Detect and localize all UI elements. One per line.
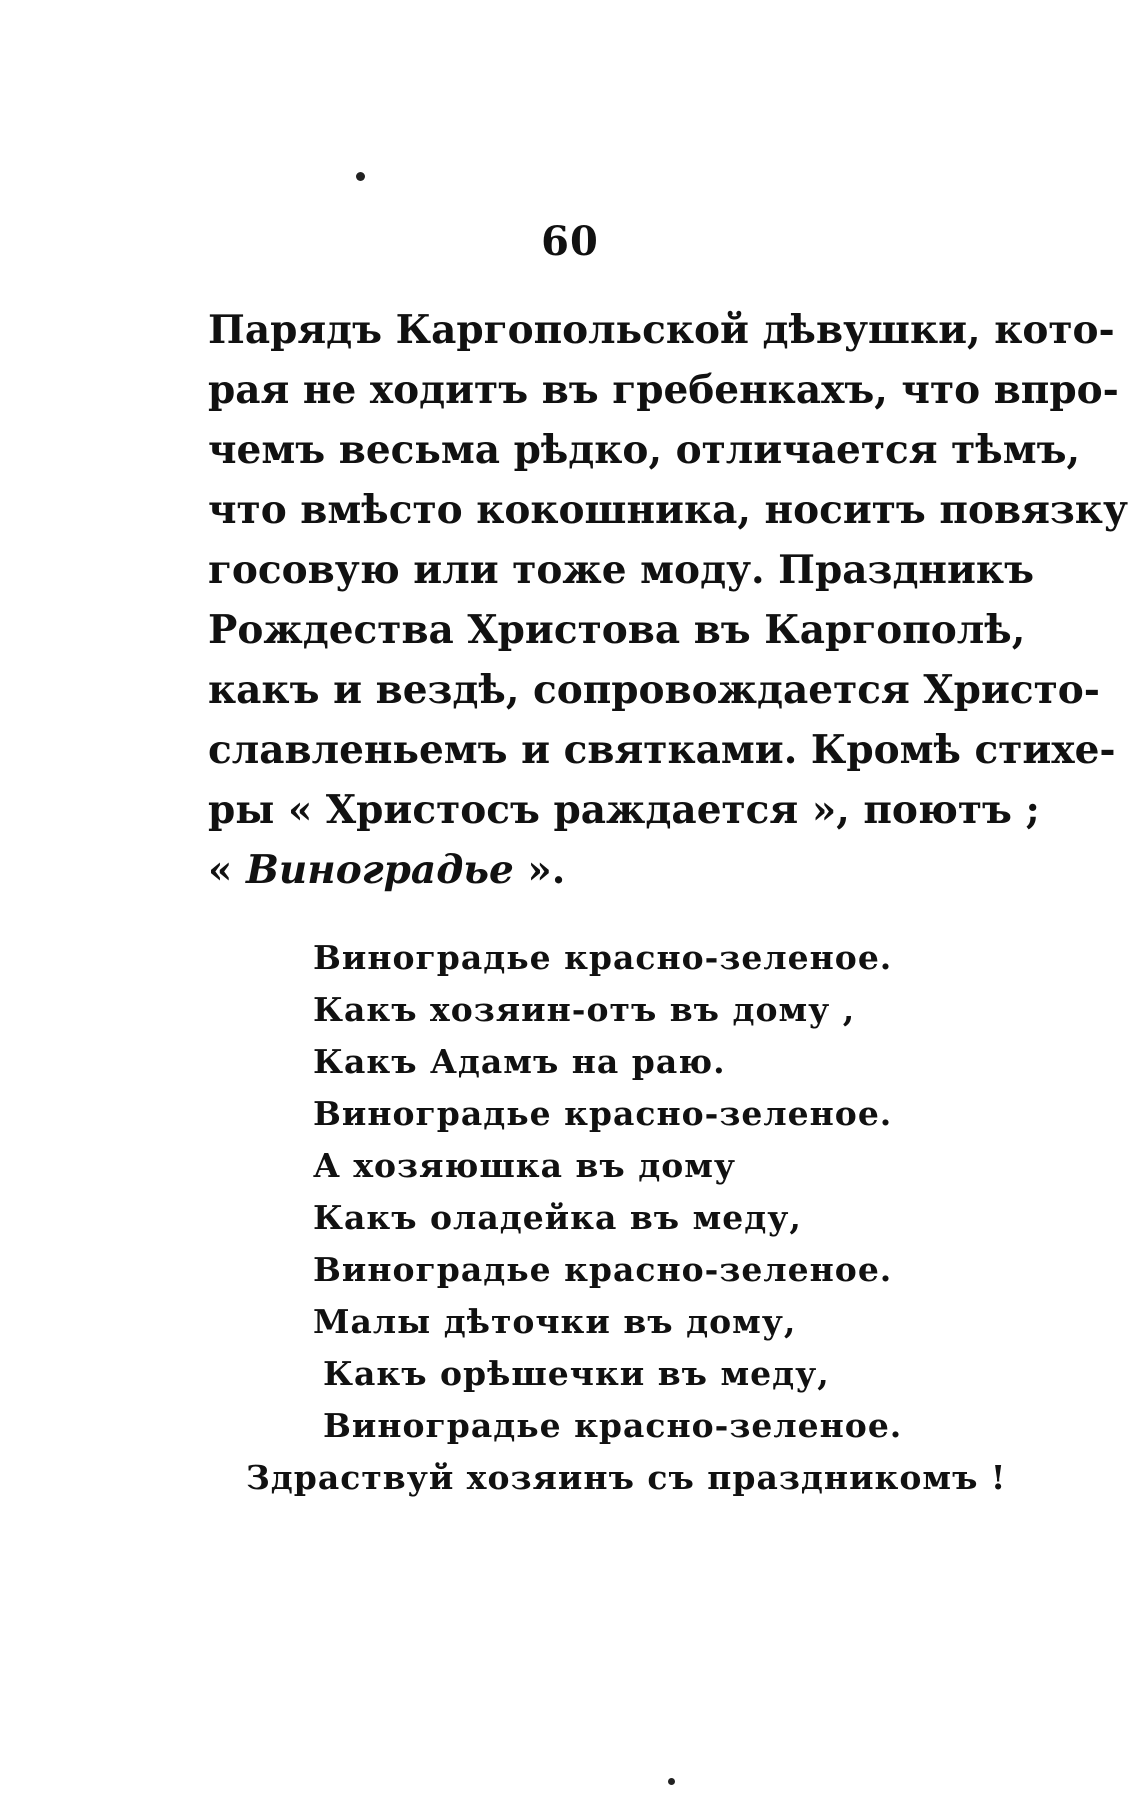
verse-closing-line: Здраствуй хозяинъ съ праздникомъ ! — [246, 1458, 1007, 1497]
verse-line: Виноградье красно-зеленое. — [313, 1250, 893, 1289]
ink-speck — [356, 172, 365, 181]
quote-close: ». — [513, 847, 566, 893]
prose-line: что вмѣсто кокошника, носитъ повязку — [208, 487, 1128, 533]
prose-last-line — [208, 840, 968, 900]
prose-line: славленьемъ и святками. Кромѣ стихе- — [208, 727, 1116, 773]
prose-line: какъ и вездѣ, сопровождается Христо- — [208, 667, 1100, 713]
verse-line: Виноградье красно-зеленое. — [313, 938, 893, 977]
prose-line: Рождества Христова въ Каргополѣ, — [208, 607, 1026, 653]
prose-line: Парядъ Каргопольской дѣвушки, кото- — [208, 307, 1115, 353]
verse-line: Какъ оладейка въ меду, — [313, 1198, 802, 1237]
verse-line: Малы дѣточки въ дому, — [313, 1302, 797, 1341]
prose-paragraph — [208, 300, 1128, 900]
quote-open: « — [208, 847, 246, 893]
verse-line: Виноградье красно-зеленое. — [323, 1406, 903, 1445]
verse-line: А хозяюшка въ дому — [313, 1146, 737, 1185]
page-number: 60 — [541, 218, 599, 265]
verse-line: Какъ Адамъ на раю. — [313, 1042, 726, 1081]
prose-line: ры « Христосъ раждается », поютъ ; — [208, 787, 1040, 833]
verse-line: Виноградье красно-зеленое. — [313, 1094, 893, 1133]
prose-line: госовую или тоже моду. Праздникъ — [208, 547, 1034, 593]
verse-line: Какъ орѣшечки въ меду, — [323, 1354, 830, 1393]
verse-line: Какъ хозяин-отъ въ дому , — [313, 990, 856, 1029]
prose-line: рая не ходитъ въ гребенкахъ, что впро- — [208, 367, 1119, 413]
ink-speck — [668, 1778, 675, 1785]
prose-line: чемъ весьма рѣдко, отличается тѣмъ, — [208, 427, 1081, 473]
song-title: Виноградье — [245, 847, 514, 893]
